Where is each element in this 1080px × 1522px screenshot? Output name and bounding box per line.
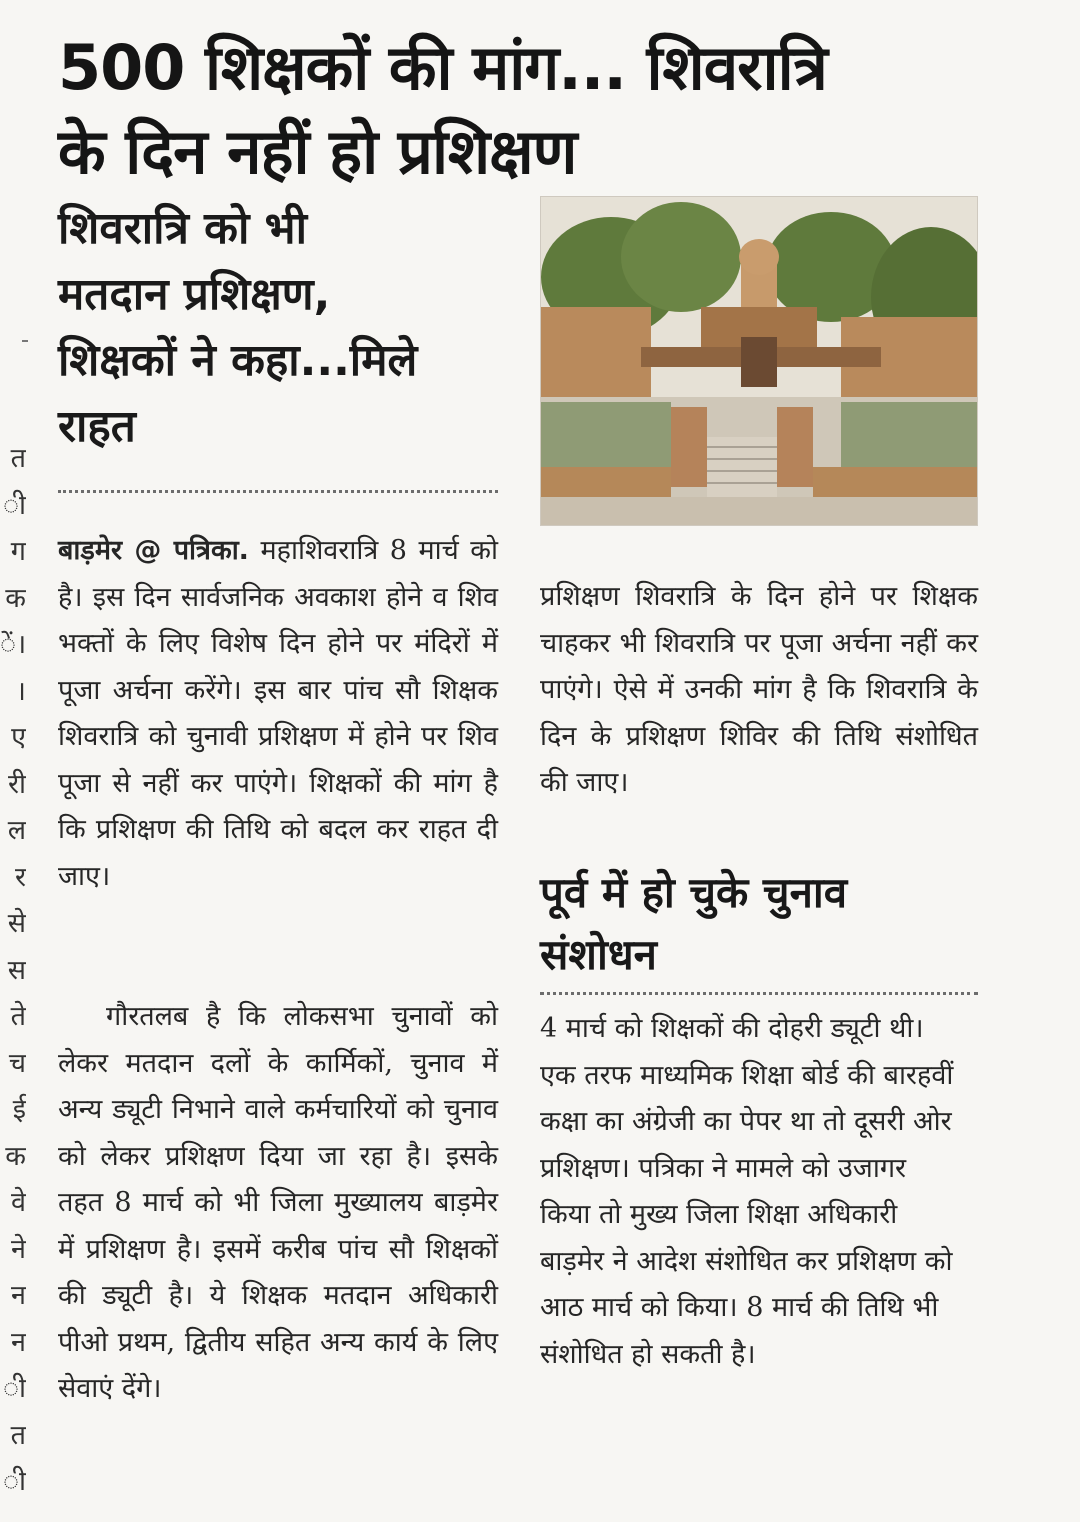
section-heading-line-2: संशोधन xyxy=(540,930,657,979)
article-column-2-para-1: प्रशिक्षण शिवरात्रि के दिन होने पर शिक्षक चाहकर भी शिवरात्रि पर पूजा अर्चना नहीं कर पाएंगे। ऐसे में उनकी मांग है कि शिवरात्रि के दिन के प्रशिक्षण शिविर की तिथि संशोधित की जाए। xyxy=(540,581,978,798)
edge-fragment: ने xyxy=(11,1233,26,1265)
subheadline xyxy=(58,196,498,460)
edge-fragment: से xyxy=(7,908,26,939)
article-column-2-para-2: 4 मार्च को शिक्षकों की दोहरी ड्यूटी थी। एक तरफ माध्यमिक शिक्षा बोर्ड की बारहवीं कक्षा का अंग्रेजी का पेपर था तो दूसरी ओर प्रशिक्षण। पत्रिका ने मामले को उजागर किया तो मुख्य जिला शिक्षा अधिकारी बाड़मेर ने आदेश संशोधित कर प्रशिक्षण को आठ मार्च को किया। 8 मार्च की तिथि भी संशोधित हो सकती है। xyxy=(540,1013,954,1370)
section-heading xyxy=(540,862,980,986)
edge-fragment: री xyxy=(7,768,26,800)
article-column-1-para-2: गौरतलब है कि लोकसभा चुनावों को लेकर मतदान दलों के कार्मिकों, चुनाव में अन्य ड्यूटी निभाने वाले कर्मचारियों को चुनाव को लेकर प्रशिक्षण दिया जा रहा है। इसके तहत 8 मार्च को भी जिला मुख्यालय बाड़मेर में प्रशिक्षण है। इसमें करीब पांच सौ शिक्षकों की ड्यूटी है। ये शिक्षक मतदान अधिकारी पीओ प्रथम, द्वितीय सहित अन्य कार्य के लिए सेवाएं देंगे। xyxy=(58,1001,498,1404)
subhead-divider xyxy=(58,490,498,493)
col1-para1-text: महाशिवरात्रि 8 मार्च को है। इस दिन सार्वजनिक अवकाश होने व शिव भक्तों के लिए विशेष दिन होने पर मंदिरों में पूजा अर्चना करेंगे। इस बार पांच सौ शिक्षक शिवरात्रि को चुनावी प्रशिक्षण में होने पर शिव पूजा से नहीं कर पाएंगे। शिक्षकों की मांग है कि प्रशिक्षण की तिथि को बदल कर राहत दी जाए। xyxy=(58,535,498,892)
edge-fragment: च xyxy=(8,1047,26,1079)
left-edge-mark xyxy=(22,340,28,342)
article-column-1-para-1 xyxy=(58,528,498,900)
edge-fragment: ई xyxy=(12,1094,26,1125)
edge-fragment: ते xyxy=(10,1001,26,1032)
section-heading-line-1: पूर्व में हो चुके चुनाव xyxy=(540,868,848,917)
edge-fragment: ग xyxy=(10,536,26,567)
edge-fragment: ी xyxy=(2,1373,26,1404)
edge-fragment: स xyxy=(7,954,26,986)
edge-fragment: न xyxy=(11,1326,26,1358)
edge-fragment: क xyxy=(5,1140,26,1172)
subhead-line-4: राहत xyxy=(58,401,136,452)
edge-fragment: त xyxy=(10,1419,26,1451)
edge-fragment: न xyxy=(11,1280,26,1311)
edge-fragment: । xyxy=(15,675,26,707)
edge-fragment: र xyxy=(14,861,26,893)
subhead-line-2: मतदान प्रशिक्षण, xyxy=(58,269,331,320)
dateline: बाड़मेर @ पत्रिका. xyxy=(58,535,249,566)
headline-line-1: 500 शिक्षकों की मांग... शिवरात्रि xyxy=(58,31,827,104)
subhead-line-3: शिक्षकों ने कहा...मिले xyxy=(58,335,418,386)
edge-fragment: त xyxy=(10,443,26,474)
subhead-line-1: शिवरात्रि को भी xyxy=(58,203,308,254)
section-divider xyxy=(540,992,978,995)
edge-fragment: वे xyxy=(10,1187,26,1218)
headline xyxy=(58,26,1038,194)
temple-photo xyxy=(540,196,978,526)
edge-fragment: ी xyxy=(2,489,26,521)
headline-line-2: के दिन नहीं हो प्रशिक्षण xyxy=(58,115,577,188)
edge-fragment: ल xyxy=(7,815,26,846)
edge-fragment: ी xyxy=(2,1466,26,1497)
edge-fragment: ए xyxy=(11,722,26,753)
adjacent-column-fragments xyxy=(0,436,26,1506)
edge-fragment: ें। xyxy=(0,629,26,660)
edge-fragment: क xyxy=(5,582,26,614)
